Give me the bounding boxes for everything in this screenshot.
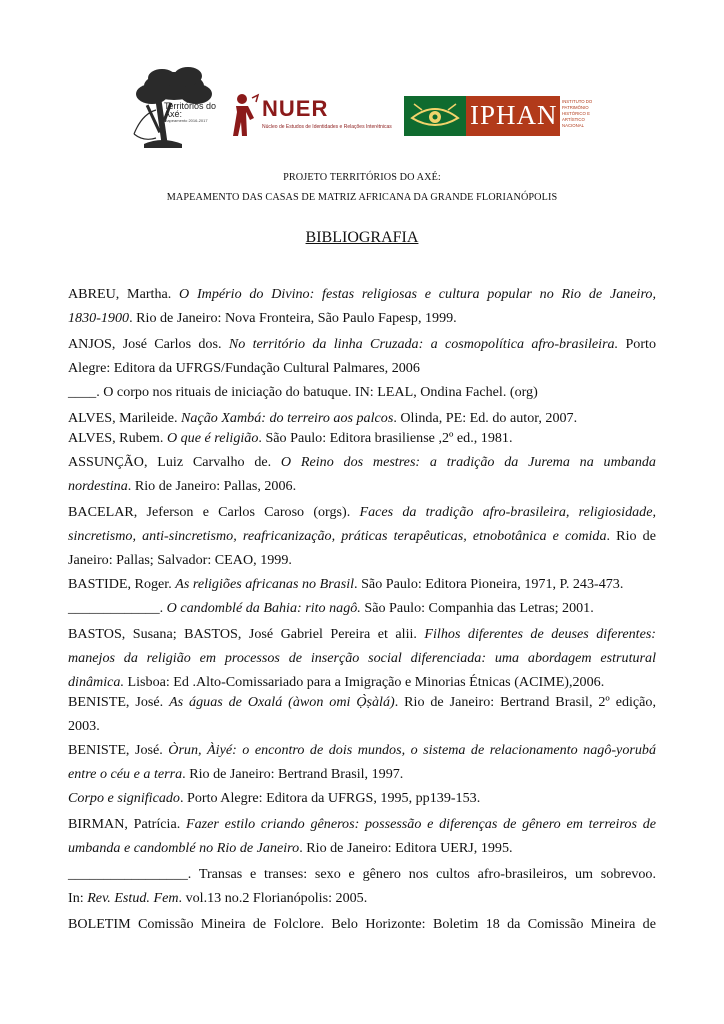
bibliography-line	[68, 890, 656, 907]
nuer-logo	[230, 92, 400, 142]
citation-text: ABREU, Martha.	[68, 286, 180, 302]
iphan-logo	[404, 96, 600, 136]
bibliography-line	[68, 336, 656, 353]
bibliography-line	[68, 840, 656, 857]
bibliography-line	[68, 384, 656, 401]
citation-text: Alegre: Editora da UFRGS/Fundação Cultural Palmares, 2006	[68, 360, 420, 376]
bibliography-line	[68, 626, 656, 643]
citation-text: ALVES, Marileide.	[68, 410, 181, 426]
citation-text: ANJOS, José Carlos dos.	[68, 336, 229, 352]
bibliography-line	[68, 694, 656, 711]
citation-text: :	[79, 890, 88, 906]
citation-title-italic: umbanda e candomblé no Rio de Janeiro	[68, 840, 300, 856]
citation-text: . Olinda, PE: Ed. do autor, 2007.	[393, 410, 578, 426]
project-header-line-2: MAPEAMENTO DAS CASAS DE MATRIZ AFRICANA DA GRANDE FLORIANÓPOLIS	[166, 192, 558, 203]
citation-text: . Rio de Janeiro: Editora UERJ, 1995.	[299, 840, 513, 856]
citation-title-italic: O Reino dos mestres: a tradição da Jurema na umbanda	[280, 454, 656, 470]
citation-text: Lisboa: Ed .Alto-Comissariado para a Imigração e Minorias Étnicas (ACIME),2006.	[123, 674, 605, 690]
bibliography-line	[68, 790, 656, 807]
bibliography-line	[68, 410, 656, 427]
citation-text: . Porto Alegre: Editora da UFRGS, 1995, pp139-153.	[179, 790, 481, 806]
iphan-logo-wordmark: IPHAN	[470, 100, 558, 130]
bibliography-line	[68, 742, 656, 759]
page-title: BIBLIOGRAFIA	[305, 229, 419, 246]
citation-text: _________________. Transas e transes: sexo e gênero nos cultos afro-brasileiros, um sobrevoo.	[68, 866, 656, 882]
bibliography-line	[68, 360, 656, 377]
citation-title-italic: Nação Xambá: do terreiro aos palcos	[181, 410, 394, 426]
iphan-side-line: INSTITUTO DO	[562, 99, 593, 104]
iphan-side-line: NACIONAL	[562, 123, 584, 128]
citation-text: ASSUNÇÃO, Luiz Carvalho de.	[68, 454, 281, 470]
iphan-side-line: PATRIMÔNIO	[562, 105, 589, 110]
nuer-logo-subtitle: Núcleo de Estudos de Identidades e Relações Interétnicas	[262, 124, 392, 130]
logo-strip	[0, 62, 724, 162]
bibliography-line	[68, 766, 656, 783]
citation-title-italic: Corpo e significado	[68, 790, 180, 806]
citation-text: In	[68, 890, 80, 906]
citation-text: ____. O corpo nos rituais de iniciação do batuque. IN: LEAL, Ondina Fachel. (org)	[68, 384, 538, 400]
bibliography-line	[68, 600, 656, 617]
citation-title-italic: sincretismo, anti-sincretismo, reafricanização, práticas terapêuticas, etnobotânica e comida	[68, 528, 607, 544]
citation-title-italic: O Império do Divino: festas religiosas e cultura popular no Rio de Janeiro,	[179, 286, 656, 302]
citation-text: . Rio de	[606, 528, 656, 544]
citation-title-italic: manejos da religião em processos de inserção social diferenciada: uma abordagem estrutural	[68, 650, 656, 666]
bibliography-line	[68, 430, 656, 447]
citation-text: BACELAR, Jeferson e Carlos Caroso (orgs).	[68, 504, 360, 520]
iphan-logo-institution	[562, 99, 600, 129]
citation-text: BENISTE, José.	[68, 742, 169, 758]
bibliography-line	[68, 504, 656, 521]
citation-text: . Rio de Janeiro: Bertrand Brasil, 2º edição,	[394, 694, 656, 710]
citation-text: _____________.	[68, 600, 167, 616]
territorios-logo-subtitle: mapeamento 2016-2017	[164, 118, 208, 123]
bibliography-line	[68, 310, 656, 327]
citation-text: . vol.13 no.2 Florianópolis: 2005.	[178, 890, 368, 906]
citation-title-italic: 1830-1900	[68, 310, 130, 326]
citation-title-italic: Fazer estilo criando gêneros: possessão e diferenças de gênero em terreiros de	[185, 816, 656, 832]
bibliography-line	[68, 916, 656, 933]
citation-text: . Rio de Janeiro: Pallas, 2006.	[127, 478, 297, 494]
iphan-side-line: HISTÓRICO E	[562, 111, 590, 116]
citation-text: BASTIDE, Roger.	[68, 576, 176, 592]
bibliography-line	[68, 650, 656, 667]
citation-text: . São Paulo: Editora brasiliense ,2º ed., 1981.	[258, 430, 513, 446]
citation-text: BASTOS, Susana; BASTOS, José Gabriel Pereira et alii.	[68, 626, 425, 642]
iphan-eye-icon	[404, 96, 466, 136]
citation-text: BIRMAN, Patrícia.	[68, 816, 186, 832]
citation-text: 2003.	[68, 718, 100, 734]
citation-title-italic: Filhos diferentes de deuses diferentes:	[424, 626, 656, 642]
bibliography-line	[68, 674, 656, 691]
citation-title-italic: Rev. Estud. Fem	[87, 890, 179, 906]
bibliography-line	[68, 718, 656, 735]
citation-title-italic: dinâmica.	[68, 674, 124, 690]
citation-text: . Rio de Janeiro: Nova Fronteira, São Paulo Fapesp, 1999.	[129, 310, 457, 326]
citation-title-italic: No território da linha Cruzada: a cosmopolítica afro-brasileira.	[228, 336, 619, 352]
bibliography-line	[68, 454, 656, 471]
nuer-logo-wordmark: NUER	[262, 96, 329, 121]
citation-title-italic: O que é religião	[166, 430, 259, 446]
citation-title-italic: Faces da tradição afro-brasileira, religiosidade,	[359, 504, 656, 520]
project-header-line-1: PROJETO TERRITÓRIOS DO AXÉ:	[283, 172, 441, 183]
citation-title-italic: nordestina	[68, 478, 128, 494]
citation-title-italic: entre o céu e a terra	[68, 766, 183, 782]
citation-text: . São Paulo: Editora Pioneira, 1971, P. 243-473.	[354, 576, 624, 592]
citation-text: São Paulo: Companhia das Letras; 2001.	[360, 600, 594, 616]
bibliography-line	[68, 528, 656, 545]
iphan-side-line: ARTÍSTICO	[562, 117, 585, 122]
bibliography-line	[68, 478, 656, 495]
citation-title-italic: Òrun, Àiyé: o encontro de dois mundos, o sistema de relacionamento nagô-yorubá	[168, 742, 656, 758]
citation-text: BOLETIM Comissão Mineira de Folclore. Belo Horizonte: Boletim 18 da Comissão Mineira de	[68, 916, 656, 932]
bibliography-line	[68, 816, 656, 833]
bibliography-line	[68, 552, 656, 569]
territorios-logo-title: Territórios do Axé:	[164, 101, 217, 119]
bibliography-line	[68, 866, 656, 883]
territorios-logo-text	[164, 102, 220, 123]
iphan-emblem	[404, 96, 466, 136]
citation-title-italic: As religiões africanas no Brasil	[175, 576, 355, 592]
citation-text: . Rio de Janeiro: Bertrand Brasil, 1997.	[182, 766, 404, 782]
citation-text: BENISTE, José.	[68, 694, 170, 710]
citation-title-italic: As águas de Oxalá (àwon omi Ọ̀ṣàlá)	[169, 694, 395, 710]
citation-text: Janeiro: Pallas; Salvador: CEAO, 1999.	[68, 552, 292, 568]
bibliography-line	[68, 576, 656, 593]
citation-title-italic: O candomblé da Bahia: rito nagô.	[166, 600, 361, 616]
citation-text: ALVES, Rubem.	[68, 430, 167, 446]
nuer-figure-icon	[230, 92, 260, 138]
citation-text: Porto	[618, 336, 656, 352]
bibliography-line	[68, 286, 656, 303]
